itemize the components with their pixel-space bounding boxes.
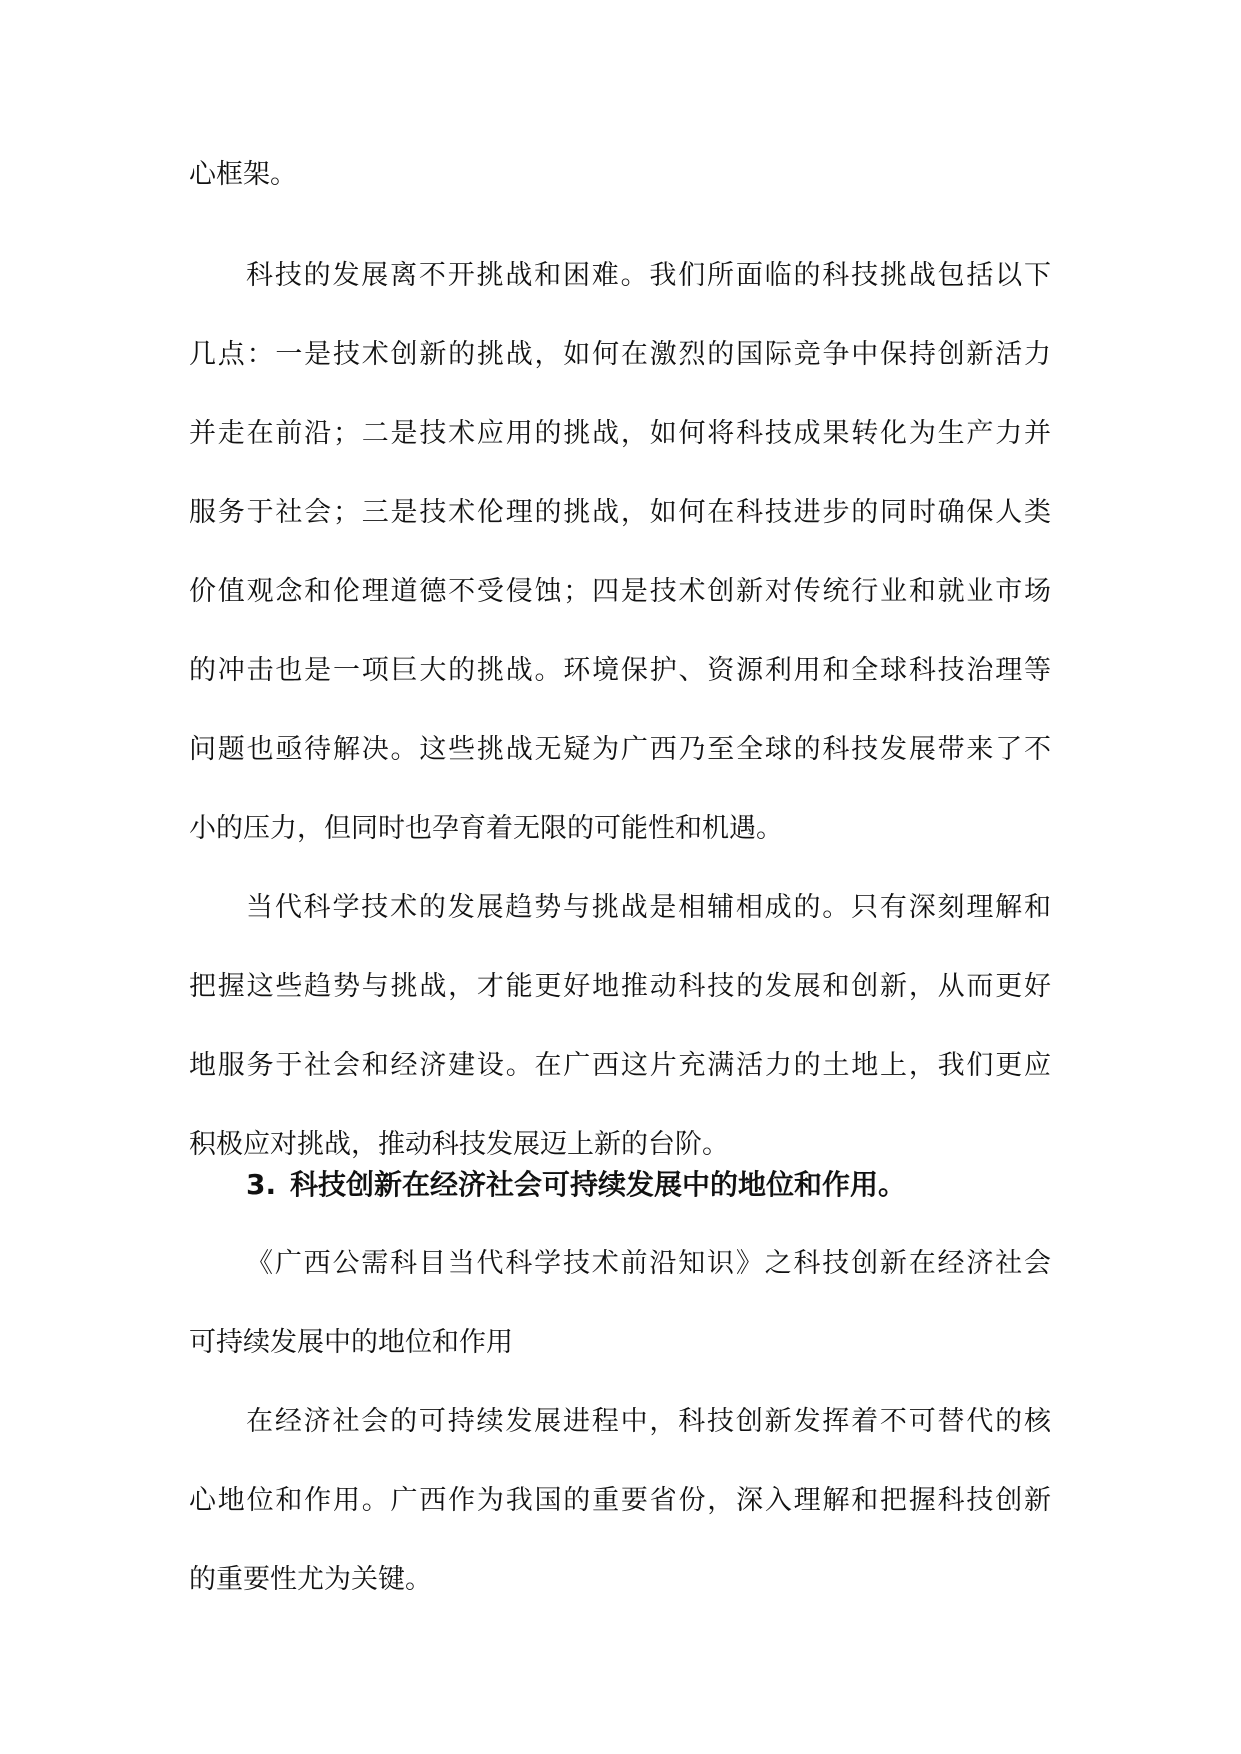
paragraph-line: 心地位和作用。广西作为我国的重要省份，深入理解和把握科技创新	[189, 1485, 1051, 1516]
paragraph-line: 问题也亟待解决。这些挑战无疑为广西乃至全球的科技发展带来了不	[189, 734, 1051, 765]
paragraph-line: 价值观念和伦理道德不受侵蚀；四是技术创新对传统行业和就业市场	[189, 576, 1051, 607]
paragraph-line: 小的压力，但同时也孕育着无限的可能性和机遇。	[189, 813, 783, 844]
paragraph-line: 的冲击也是一项巨大的挑战。环境保护、资源利用和全球科技治理等	[189, 655, 1051, 686]
paragraph-line: 的重要性尤为关键。	[189, 1564, 432, 1595]
paragraph-line: 并走在前沿；二是技术应用的挑战，如何将科技成果转化为生产力并	[189, 418, 1051, 449]
paragraph-line: 地服务于社会和经济建设。在广西这片充满活力的土地上，我们更应	[189, 1050, 1051, 1081]
section-heading	[246, 1165, 906, 1205]
paragraph-line: 《广西公需科目当代科学技术前沿知识》之科技创新在经济社会	[246, 1248, 1051, 1279]
paragraph-line: 在经济社会的可持续发展进程中，科技创新发挥着不可替代的核	[246, 1406, 1051, 1437]
paragraph-line: 当代科学技术的发展趋势与挑战是相辅相成的。只有深刻理解和	[246, 892, 1051, 923]
paragraph-line: 把握这些趋势与挑战，才能更好地推动科技的发展和创新，从而更好	[189, 971, 1051, 1002]
paragraph-line: 服务于社会；三是技术伦理的挑战，如何在科技进步的同时确保人类	[189, 497, 1051, 528]
paragraph-line: 心框架。	[189, 159, 297, 190]
paragraph-line: 科技的发展离不开挑战和困难。我们所面临的科技挑战包括以下	[246, 260, 1051, 291]
section-number: 3.	[246, 1168, 277, 1201]
paragraph-line: 几点：一是技术创新的挑战，如何在激烈的国际竞争中保持创新活力	[189, 339, 1051, 370]
section-title: 科技创新在经济社会可持续发展中的地位和作用。	[290, 1168, 907, 1201]
paragraph-line: 可持续发展中的地位和作用	[189, 1327, 513, 1358]
paragraph-line: 积极应对挑战，推动科技发展迈上新的台阶。	[189, 1129, 729, 1160]
